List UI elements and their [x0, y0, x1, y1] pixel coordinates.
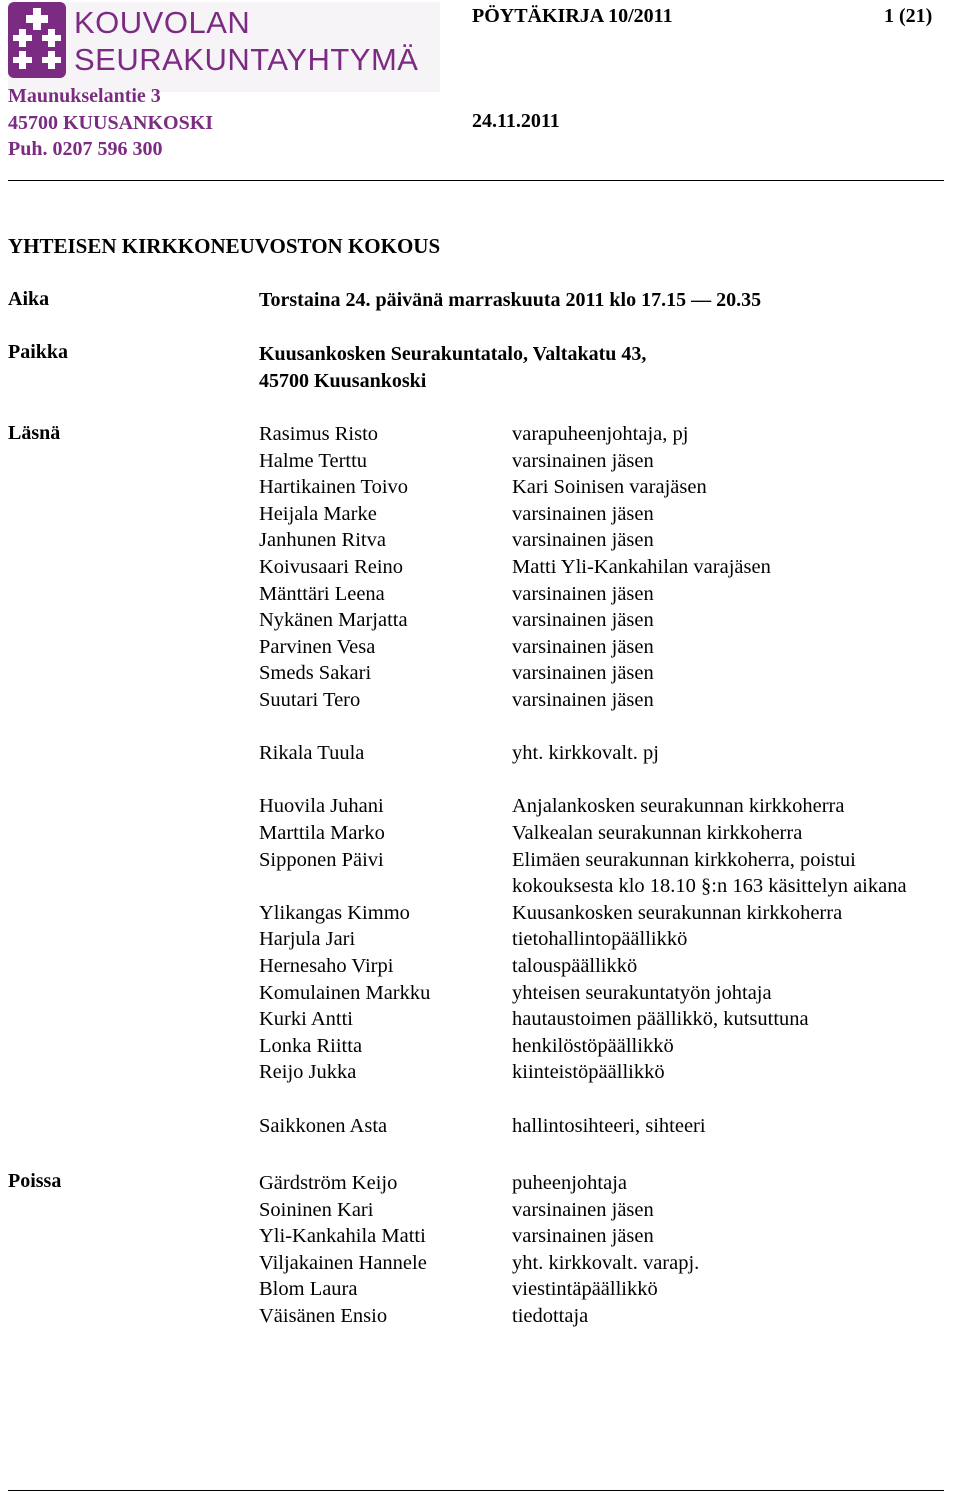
attendee-role: varsinainen jäsen	[512, 582, 654, 605]
attendee-name: Komulainen Markku	[259, 981, 431, 1004]
address-street: Maunukselantie 3	[8, 85, 161, 107]
cross-logo-icon	[8, 2, 66, 78]
attendee-row	[0, 980, 960, 1007]
attendee-name: Smeds Sakari	[259, 662, 372, 685]
attendee-name: Hartikainen Toivo	[259, 476, 409, 499]
attendee-name: Väisänen Ensio	[259, 1305, 388, 1327]
attendee-row	[0, 1006, 960, 1033]
time-label: Aika	[8, 288, 50, 310]
attendee-name: Gärdström Keijo	[259, 1172, 398, 1194]
attendee-role: talouspäällikkö	[512, 955, 638, 977]
attendee-role: varapuheenjohtaja, pj	[512, 423, 689, 445]
attendee-role: kokouksesta klo 18.10 §:n 163 käsittelyn aikana	[512, 875, 907, 898]
attendee-role: yht. kirkkovalt. varapj.	[512, 1251, 700, 1274]
address-city: 45700 KUUSANKOSKI	[8, 111, 214, 134]
attendee-row	[0, 501, 960, 528]
attendee-name: Halme Terttu	[259, 449, 368, 472]
attendee-row	[0, 607, 960, 634]
attendee-row	[0, 1250, 960, 1277]
attendee-row	[0, 1059, 960, 1086]
attendee-row	[0, 820, 960, 847]
logo-wordmark	[74, 4, 418, 78]
attendee-row	[0, 527, 960, 554]
attendee-name: Harjula Jari	[259, 928, 356, 951]
attendee-role: henkilöstöpäällikkö	[512, 1034, 674, 1057]
attendee-row	[0, 926, 960, 953]
attendee-role: Valkealan seurakunnan kirkkoherra	[512, 822, 803, 844]
footer-divider	[8, 1490, 944, 1491]
attendee-name: Hernesaho Virpi	[259, 955, 394, 977]
attendee-role: varsinainen jäsen	[512, 689, 654, 711]
document-date: 24.11.2011	[472, 110, 560, 132]
attendee-name: Rasimus Risto	[259, 423, 379, 445]
place-line-1: Kuusankosken Seurakuntatalo, Valtakatu 43,	[259, 343, 647, 365]
attendee-name: Rikala Tuula	[259, 742, 365, 765]
attendee-role: tiedottaja	[512, 1305, 589, 1327]
attendee-role: viestintäpäällikkö	[512, 1278, 658, 1301]
attendee-row	[0, 1113, 960, 1140]
place-value	[259, 341, 646, 394]
present-label: Läsnä	[8, 422, 61, 444]
attendee-name: Heijala Marke	[259, 502, 377, 525]
attendee-name: Parvinen Vesa	[259, 635, 376, 658]
attendee-row	[0, 474, 960, 501]
attendee-name: Nykänen Marjatta	[259, 609, 408, 632]
document-title: PÖYTÄKIRJA 10/2011	[472, 5, 673, 27]
attendee-row	[0, 1303, 960, 1330]
attendee-row	[0, 1033, 960, 1060]
attendee-name: Blom Laura	[259, 1278, 358, 1301]
attendee-name: Reijo Jukka	[259, 1061, 357, 1084]
attendee-row	[0, 581, 960, 608]
attendee-role: kiinteistöpäällikkö	[512, 1061, 665, 1084]
address-block	[8, 83, 213, 163]
attendee-name: Sipponen Päivi	[259, 848, 384, 871]
attendee-role: varsinainen jäsen	[512, 662, 654, 685]
attendee-row	[0, 660, 960, 687]
place-label: Paikka	[8, 341, 69, 363]
attendee-name: Kurki Antti	[259, 1008, 353, 1031]
attendee-row	[0, 953, 960, 980]
attendee-row	[0, 740, 960, 767]
attendee-name: Yli-Kankahila Matti	[259, 1225, 426, 1248]
attendee-role: yht. kirkkovalt. pj	[512, 742, 659, 765]
logo	[8, 2, 440, 92]
attendee-name: Viljakainen Hannele	[259, 1251, 427, 1274]
attendee-row	[0, 687, 960, 714]
page-number: 1 (21)	[884, 5, 933, 27]
attendee-role: varsinainen jäsen	[512, 1225, 654, 1248]
attendee-role: Kuusankosken seurakunnan kirkkoherra	[512, 901, 843, 924]
attendee-role: Matti Yli-Kankahilan varajäsen	[512, 556, 771, 578]
attendee-name: Ylikangas Kimmo	[259, 901, 410, 924]
attendee-name: Suutari Tero	[259, 689, 361, 711]
attendee-row	[0, 634, 960, 661]
attendee-row	[0, 421, 960, 448]
address-phone: Puh. 0207 596 300	[8, 138, 163, 161]
attendee-name: Koivusaari Reino	[259, 556, 404, 578]
attendee-role: varsinainen jäsen	[512, 635, 654, 658]
attendee-role: varsinainen jäsen	[512, 502, 654, 525]
attendee-role: varsinainen jäsen	[512, 529, 654, 552]
attendee-row	[0, 1223, 960, 1250]
logo-line-1: KOUVOLAN	[74, 5, 251, 40]
attendee-name: Lonka Riitta	[259, 1034, 363, 1057]
attendee-role: varsinainen jäsen	[512, 1198, 654, 1221]
time-value: Torstaina 24. päivänä marraskuuta 2011 klo 17.15 — 20.35	[259, 289, 762, 311]
attendee-role: tietohallintopäällikkö	[512, 928, 688, 951]
attendee-name: Saikkonen Asta	[259, 1114, 388, 1137]
attendee-row	[0, 448, 960, 475]
attendee-role: yhteisen seurakuntatyön johtaja	[512, 981, 772, 1004]
meeting-title: YHTEISEN KIRKKONEUVOSTON KOKOUS	[8, 234, 441, 258]
attendee-row	[0, 793, 960, 820]
attendee-role: Elimäen seurakunnan kirkkoherra, poistui	[512, 848, 856, 871]
attendee-name: Soininen Kari	[259, 1198, 374, 1221]
attendee-role: Anjalankosken seurakunnan kirkkoherra	[512, 795, 845, 818]
attendee-role: hallintosihteeri, sihteeri	[512, 1114, 706, 1137]
attendee-row	[0, 1170, 960, 1197]
attendee-role: Kari Soinisen varajäsen	[512, 476, 707, 499]
attendee-row	[0, 873, 960, 900]
attendee-name: Marttila Marko	[259, 822, 385, 844]
attendee-row	[0, 847, 960, 874]
absent-label: Poissa	[8, 1170, 62, 1192]
attendee-row	[0, 900, 960, 927]
attendee-name: Huovila Juhani	[259, 795, 384, 818]
attendee-role: varsinainen jäsen	[512, 449, 654, 472]
attendee-role: varsinainen jäsen	[512, 609, 654, 632]
attendee-row	[0, 554, 960, 581]
attendee-name: Mänttäri Leena	[259, 582, 385, 605]
attendee-role: puheenjohtaja	[512, 1172, 627, 1194]
attendee-row	[0, 1197, 960, 1224]
attendee-role: hautaustoimen päällikkö, kutsuttuna	[512, 1008, 809, 1031]
logo-line-2: SEURAKUNTAYHTYMÄ	[74, 42, 419, 77]
attendee-name: Janhunen Ritva	[259, 529, 386, 552]
header-divider	[8, 180, 944, 181]
attendee-row	[0, 1276, 960, 1303]
place-line-2: 45700 Kuusankoski	[259, 369, 427, 392]
